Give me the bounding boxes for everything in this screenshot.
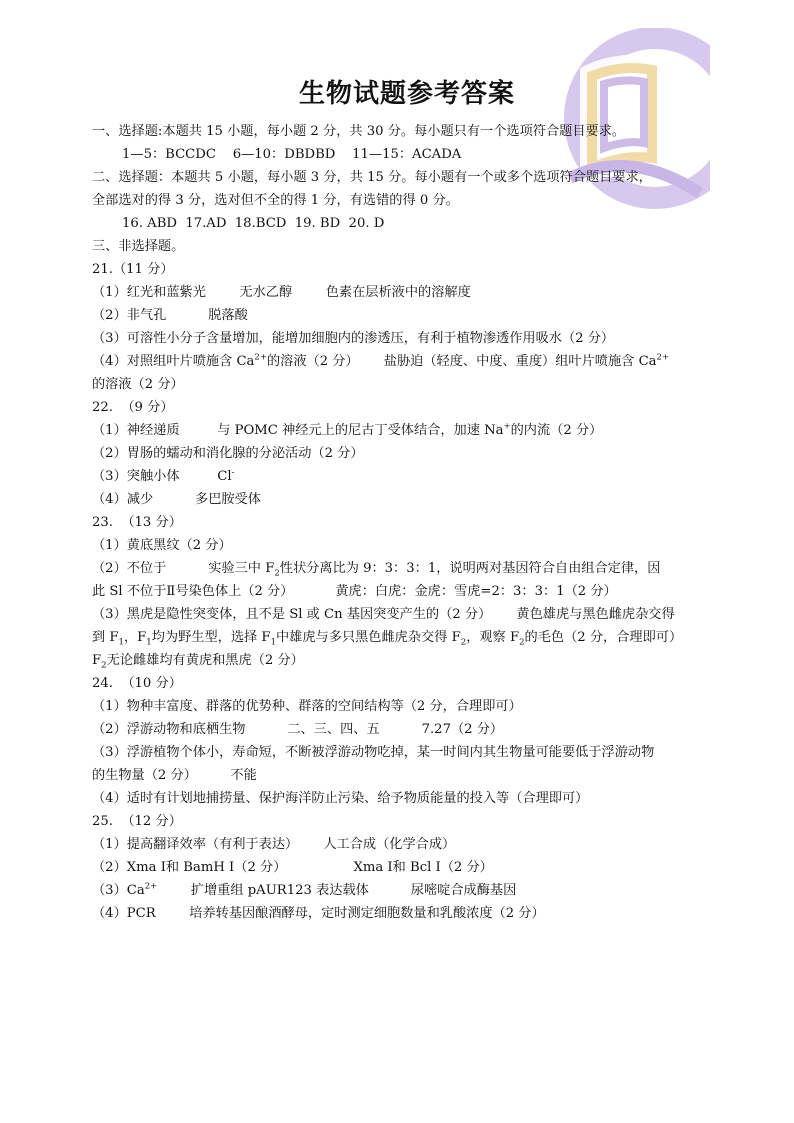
q25-line3-sup: 2+ <box>144 881 158 892</box>
q23-line5-d: 中雄虎与多只黑色雌虎杂交得 F <box>275 630 461 645</box>
q21-line4 <box>92 350 722 373</box>
section2-heading-line1: 二、选择题：本题共 5 小题，每小题 3 分，共 15 分。每小题有一个或多个选项符合题目要求， <box>92 170 652 185</box>
section1-answers: 1—5：BCCDC 6—10：DBDBD 11—15：ACADA <box>122 147 462 162</box>
q22-line1-sup: + <box>503 421 511 432</box>
q23-line6-a: F <box>92 653 102 668</box>
q23-line5-e: ，观察 F <box>466 630 520 645</box>
q21-line4-sup2: 2+ <box>656 352 670 363</box>
q21-line3: （3）可溶性小分子含量增加，能增加细胞内的渗透压，有利于植物渗透作用吸水（2 分） <box>92 331 615 346</box>
q25-line3-b: 扩增重组 pAUR123 表达载体 尿嘧啶合成酶基因 <box>157 883 517 898</box>
q23-line6-sub: 2 <box>101 660 107 671</box>
q23-line2 <box>92 557 722 580</box>
q25-line1: （1）提高翻译效率（有利于表达） 人工合成（化学合成） <box>92 837 456 852</box>
q22-line1 <box>92 419 722 442</box>
answer-sheet <box>92 78 722 925</box>
q22-line3-sup: - <box>231 467 235 478</box>
q23-line6-b: 无论雌雄均有黄虎和黑虎（2 分） <box>106 653 304 668</box>
q23-line6 <box>92 649 722 672</box>
q23-line5-sub1: 1 <box>118 637 124 648</box>
q23-line5-f: 的毛色（2 分，合理即可） <box>524 630 683 645</box>
q22-line3-a: （3）突触小体 Cl <box>92 469 232 484</box>
q25-line3-a: （3）Ca <box>92 883 145 898</box>
q25-header: 25. （12 分） <box>92 814 182 829</box>
q24-line4: 的生物量（2 分） 不能 <box>92 768 257 783</box>
section2-heading-line2: 全部选对的得 3 分，选对但不全的得 1 分，有选错的得 0 分。 <box>92 193 459 208</box>
q23-line5-a: 到 F <box>92 630 119 645</box>
q23-line1: （1）黄底黑纹（2 分） <box>92 538 232 553</box>
q21-line5: 的溶液（2 分） <box>92 377 184 392</box>
q23-line5-sub3: 1 <box>270 637 276 648</box>
q23-line2-sub: 2 <box>274 568 280 579</box>
q24-line2: （2）浮游动物和底栖生物 二、三、四、五 7.27（2 分） <box>92 722 504 737</box>
q24-header: 24. （10 分） <box>92 676 182 691</box>
q24-line1: （1）物种丰富度、群落的优势种、群落的空间结构等（2 分，合理即可） <box>92 699 522 714</box>
section3-heading: 三、非选择题。 <box>92 239 185 254</box>
q21-line4-b: 的溶液（2 分） 盐胁迫（轻度、中度、重度）组叶片喷施含 Ca <box>266 354 657 369</box>
q21-line2: （2）非气孔 脱落酸 <box>92 308 248 323</box>
q23-header: 23. （13 分） <box>92 515 182 530</box>
q22-line1-a: （1）神经递质 与 POMC 神经元上的尼古丁受体结合，加速 Na <box>92 423 504 438</box>
q23-line4: （3）黑虎是隐性突变体，且不是 Sl 或 Cn 基因突变产生的（2 分） 黄色雄虎与黑色雌虎杂交得 <box>92 607 675 622</box>
q23-line5-sub5: 2 <box>519 637 525 648</box>
section1-heading: 一、选择题:本题共 15 小题，每小题 2 分，共 30 分。每小题只有一个选项符合题目要求。 <box>92 124 626 139</box>
section2-answers: 16. ABD 17.AD 18.BCD 19. BD 20. D <box>122 216 385 231</box>
q23-line5-c: 均为野生型，选择 F <box>151 630 271 645</box>
q21-line4-a: （4）对照组叶片喷施含 Ca <box>92 354 255 369</box>
q21-line1: （1）红光和蓝紫光 无水乙醇 色素在层析液中的溶解度 <box>92 285 471 300</box>
q24-line5: （4）适时有计划地捕捞量、保护海洋防止污染、给予物质能量的投入等（合理即可） <box>92 791 589 806</box>
q22-line3 <box>92 465 722 488</box>
q23-line2-a: （2）不位于 实验三中 F <box>92 561 275 576</box>
page-title: 生物试题参考答案 <box>298 79 515 109</box>
q25-line3 <box>92 879 722 902</box>
q23-line5-sub4: 2 <box>460 637 467 648</box>
q23-line3: 此 Sl 不位于Ⅱ号染色体上（2 分） 黄虎：白虎：金虎：雪虎=2：3：3：1（2 分） <box>92 584 617 599</box>
q22-line1-b: 的内流（2 分） <box>510 423 603 438</box>
q23-line5-sub2: 1 <box>146 637 152 648</box>
q23-line2-b: 性状分离比为 9：3：3：1，说明两对基因符合自由组合定律，因 <box>279 561 661 576</box>
q24-line3: （3）浮游植物个体小，寿命短，不断被浮游动物吃掉，某一时间内其生物量可能要低于浮游动物 <box>92 745 655 760</box>
q25-line2: （2）Xma Ⅰ和 BamH Ⅰ（2 分） Xma Ⅰ和 Bcl Ⅰ（2 分） <box>92 860 493 875</box>
q23-line5-b: ，F <box>123 630 147 645</box>
q22-header: 22. （9 分） <box>92 400 174 415</box>
q22-line2: （2）胃肠的蠕动和消化腺的分泌活动（2 分） <box>92 446 364 461</box>
q22-line4: （4）减少 多巴胺受体 <box>92 492 261 507</box>
q21-line4-sup: 2+ <box>254 352 267 363</box>
q21-header: 21.（11 分） <box>92 262 174 277</box>
q25-line4: （4）PCR 培养转基因酿酒酵母，定时测定细胞数量和乳酸浓度（2 分） <box>92 906 545 921</box>
q23-line5 <box>92 626 722 649</box>
